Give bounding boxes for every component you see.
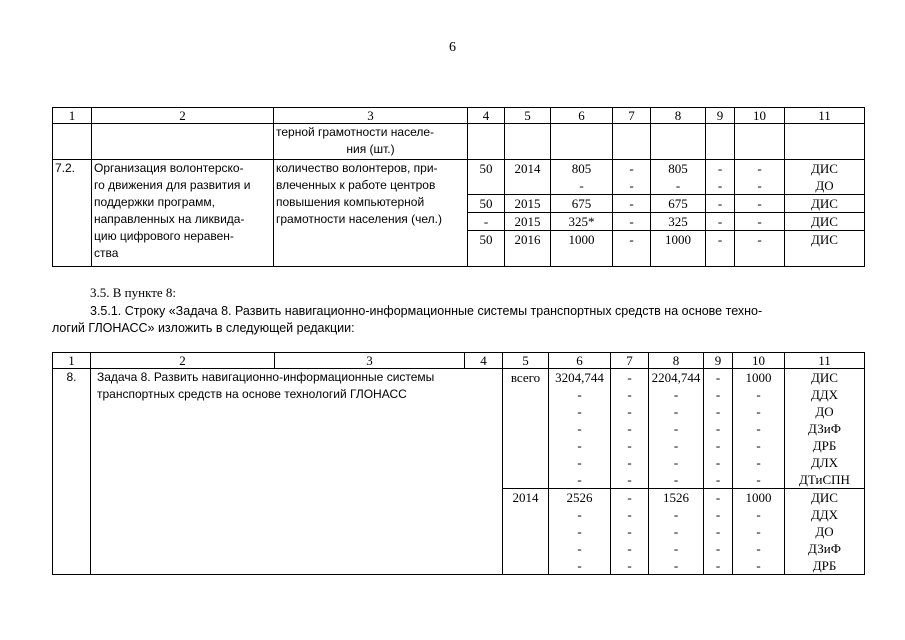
value: -: [756, 455, 761, 470]
value: -: [673, 541, 679, 556]
column-header: 2: [91, 353, 275, 369]
indicator-line: грамотности населения (чел.): [276, 212, 442, 226]
executor: ДРБ: [812, 438, 837, 453]
column-header: 5: [505, 108, 551, 124]
value: -: [673, 438, 679, 453]
column-header: 5: [503, 353, 549, 369]
funding-regional: 1000: [651, 231, 706, 267]
table-row: [53, 160, 865, 195]
value: 3204,744: [555, 370, 604, 385]
column-header: 1: [53, 108, 92, 124]
value: -: [627, 524, 632, 539]
indicator-line: терной грамотности населе-: [276, 125, 435, 139]
value: 805: [571, 161, 592, 176]
column-header: 7: [613, 108, 651, 124]
event-name-line: ства: [94, 246, 119, 260]
value: -: [715, 558, 721, 573]
executor-cell: [785, 369, 865, 489]
year-cell: всего: [503, 369, 549, 489]
value: 1000: [745, 490, 772, 505]
value: -: [627, 541, 632, 556]
value: -: [717, 178, 723, 193]
value: -: [675, 178, 681, 193]
indicator-value: 50: [468, 160, 505, 195]
executor: ДДХ: [810, 387, 839, 402]
value: -: [577, 558, 582, 573]
executor: ДО: [815, 404, 834, 419]
executor: ДЛХ: [810, 455, 839, 470]
value: -: [673, 421, 679, 436]
value: -: [627, 455, 632, 470]
value: 1000: [745, 370, 772, 385]
value: -: [715, 404, 721, 419]
value: -: [756, 404, 761, 419]
value: -: [579, 178, 584, 193]
value: -: [757, 178, 762, 193]
indicator-value: -: [468, 213, 505, 231]
funding-federal: [611, 489, 649, 575]
value: -: [756, 524, 761, 539]
funding-other: [733, 489, 785, 575]
value: -: [715, 541, 721, 556]
value: -: [673, 387, 679, 402]
column-header: 11: [785, 353, 865, 369]
value: -: [577, 438, 582, 453]
value: -: [756, 558, 761, 573]
value: -: [673, 524, 679, 539]
funding-regional: [649, 489, 704, 575]
funding-total: 1000: [551, 231, 613, 267]
executor: ДДХ: [810, 507, 839, 522]
funding-other: [733, 369, 785, 489]
value: -: [577, 507, 582, 522]
column-header: 9: [704, 353, 733, 369]
column-header: 10: [733, 353, 785, 369]
column-header: 8: [649, 353, 704, 369]
executor-cell: [785, 489, 865, 575]
event-name-line: цию цифрового неравен-: [94, 229, 234, 243]
year-cell: 2015: [505, 195, 551, 213]
funding-other: -: [735, 231, 785, 267]
table-row-continuation: [53, 124, 865, 160]
executor-cell: ДИС: [785, 213, 865, 231]
value: -: [717, 161, 723, 176]
value: -: [627, 370, 632, 385]
value: -: [627, 558, 632, 573]
executor: ДИС: [811, 490, 838, 505]
funding-regional: 325: [651, 213, 706, 231]
value: -: [577, 421, 582, 436]
column-header: 4: [468, 108, 505, 124]
indicator-line: количество волонтеров, при-: [276, 161, 438, 175]
executor: ДРБ: [812, 558, 837, 573]
column-header: 6: [549, 353, 611, 369]
column-header: 7: [611, 353, 649, 369]
executor-cell: [785, 160, 865, 195]
funding-other: -: [735, 213, 785, 231]
value: -: [627, 507, 632, 522]
value: -: [629, 178, 634, 193]
funding-other: -: [735, 195, 785, 213]
column-header: 3: [275, 353, 465, 369]
indicator-line: ния (шт.): [346, 142, 395, 156]
column-header: 4: [465, 353, 503, 369]
value: -: [756, 387, 761, 402]
value: -: [715, 490, 721, 505]
indicator-cell: [274, 124, 468, 160]
executor-cell: ДИС: [785, 231, 865, 267]
funding-regional: [651, 160, 706, 195]
value: -: [673, 507, 679, 522]
column-header: 11: [785, 108, 865, 124]
value: -: [715, 370, 721, 385]
event-name-cell: [92, 160, 274, 267]
value: -: [627, 438, 632, 453]
event-name-line: Организация волонтерско-: [94, 161, 244, 175]
funding-federal: -: [613, 195, 651, 213]
executor: ДЗиФ: [808, 421, 841, 436]
indicator-line: повышения компьютерной: [276, 195, 425, 209]
funding-regional: 675: [651, 195, 706, 213]
value: -: [757, 161, 762, 176]
funding-total: 675: [551, 195, 613, 213]
column-header: 9: [706, 108, 735, 124]
column-header: 10: [735, 108, 785, 124]
funding-total: 325*: [551, 213, 613, 231]
value: -: [715, 455, 721, 470]
value: -: [715, 524, 721, 539]
value: 2204,744: [651, 370, 701, 385]
column-header: 3: [274, 108, 468, 124]
value: -: [756, 421, 761, 436]
value: -: [627, 404, 632, 419]
column-header: 6: [551, 108, 613, 124]
value: -: [715, 472, 721, 487]
executor: ДИС: [811, 161, 838, 176]
funding-federal: -: [613, 231, 651, 267]
value: 805: [668, 161, 688, 176]
funding-municipal: [704, 489, 733, 575]
year-cell: 2015: [505, 213, 551, 231]
indicator-value: 50: [468, 195, 505, 213]
indicator-cell: [274, 160, 468, 267]
executor: ДТиСПН: [799, 472, 850, 487]
value: -: [756, 507, 761, 522]
value: -: [756, 541, 761, 556]
indicator-value: 50: [468, 231, 505, 267]
table-row: [53, 369, 865, 489]
event-name-line: направленных на ликвида-: [94, 212, 245, 226]
indicator-line: влеченных к работе центров: [276, 178, 436, 192]
value: -: [715, 438, 721, 453]
funding-regional: [649, 369, 704, 489]
column-header: 8: [651, 108, 706, 124]
year-cell: 2016: [505, 231, 551, 267]
funding-federal: [611, 369, 649, 489]
funding-other: [735, 160, 785, 195]
value: -: [577, 404, 582, 419]
row-number: 8.: [53, 369, 91, 575]
funding-federal: -: [613, 213, 651, 231]
value: -: [629, 161, 634, 176]
task-text-cell: [91, 369, 503, 575]
value: -: [627, 421, 632, 436]
value: -: [673, 472, 679, 487]
value: -: [673, 558, 679, 573]
executor-cell: ДИС: [785, 195, 865, 213]
funding-municipal: -: [706, 195, 735, 213]
task-text-line: Задача 8. Развить навигационно-информационные системы: [97, 370, 435, 384]
year-cell: 2014: [503, 489, 549, 575]
executor: ДО: [815, 524, 834, 539]
table-header-row: [53, 353, 865, 369]
value: -: [627, 387, 632, 402]
funding-municipal: [706, 160, 735, 195]
paragraph-3-5-1-cont: логий ГЛОНАСС» изложить в следующей редакции:: [52, 321, 355, 335]
value: -: [756, 472, 761, 487]
column-header: 1: [53, 353, 91, 369]
event-name-line: поддержки программ,: [94, 195, 215, 209]
table-task-8: [52, 352, 865, 575]
value: -: [577, 455, 582, 470]
funding-total: [549, 489, 611, 575]
year-cell: 2014: [505, 160, 551, 195]
value: -: [577, 472, 582, 487]
value: -: [715, 421, 721, 436]
paragraph-3-5-1: 3.5.1. Строку «Задача 8. Развить навигационно-информационные системы транспортных средств на основе техно-: [90, 304, 763, 318]
funding-municipal: -: [706, 213, 735, 231]
value: -: [715, 507, 721, 522]
value: 2526: [566, 490, 593, 505]
value: -: [627, 472, 632, 487]
executor: ДО: [815, 178, 834, 193]
value: -: [715, 387, 721, 402]
funding-municipal: [704, 369, 733, 489]
event-name-line: го движения для развития и: [94, 178, 251, 192]
table-program-row-7-2: [52, 107, 865, 267]
value: -: [577, 387, 582, 402]
value: -: [673, 404, 679, 419]
value: -: [577, 541, 582, 556]
value: -: [627, 490, 632, 505]
executor: ДИС: [811, 370, 838, 385]
funding-total: [549, 369, 611, 489]
funding-municipal: -: [706, 231, 735, 267]
value: -: [673, 455, 679, 470]
funding-total: [551, 160, 613, 195]
row-number: 7.2.: [53, 160, 92, 267]
funding-federal: [613, 160, 651, 195]
page-number: 6: [449, 40, 456, 55]
value: -: [577, 524, 582, 539]
executor: ДЗиФ: [808, 541, 841, 556]
paragraph-3-5: 3.5. В пункте 8:: [90, 285, 177, 300]
value: -: [756, 438, 761, 453]
task-text-line: транспортных средств на основе технологий ГЛОНАСС: [97, 387, 407, 401]
column-header: 2: [92, 108, 274, 124]
table-header-row: [53, 108, 865, 124]
value: 1526: [663, 490, 689, 505]
